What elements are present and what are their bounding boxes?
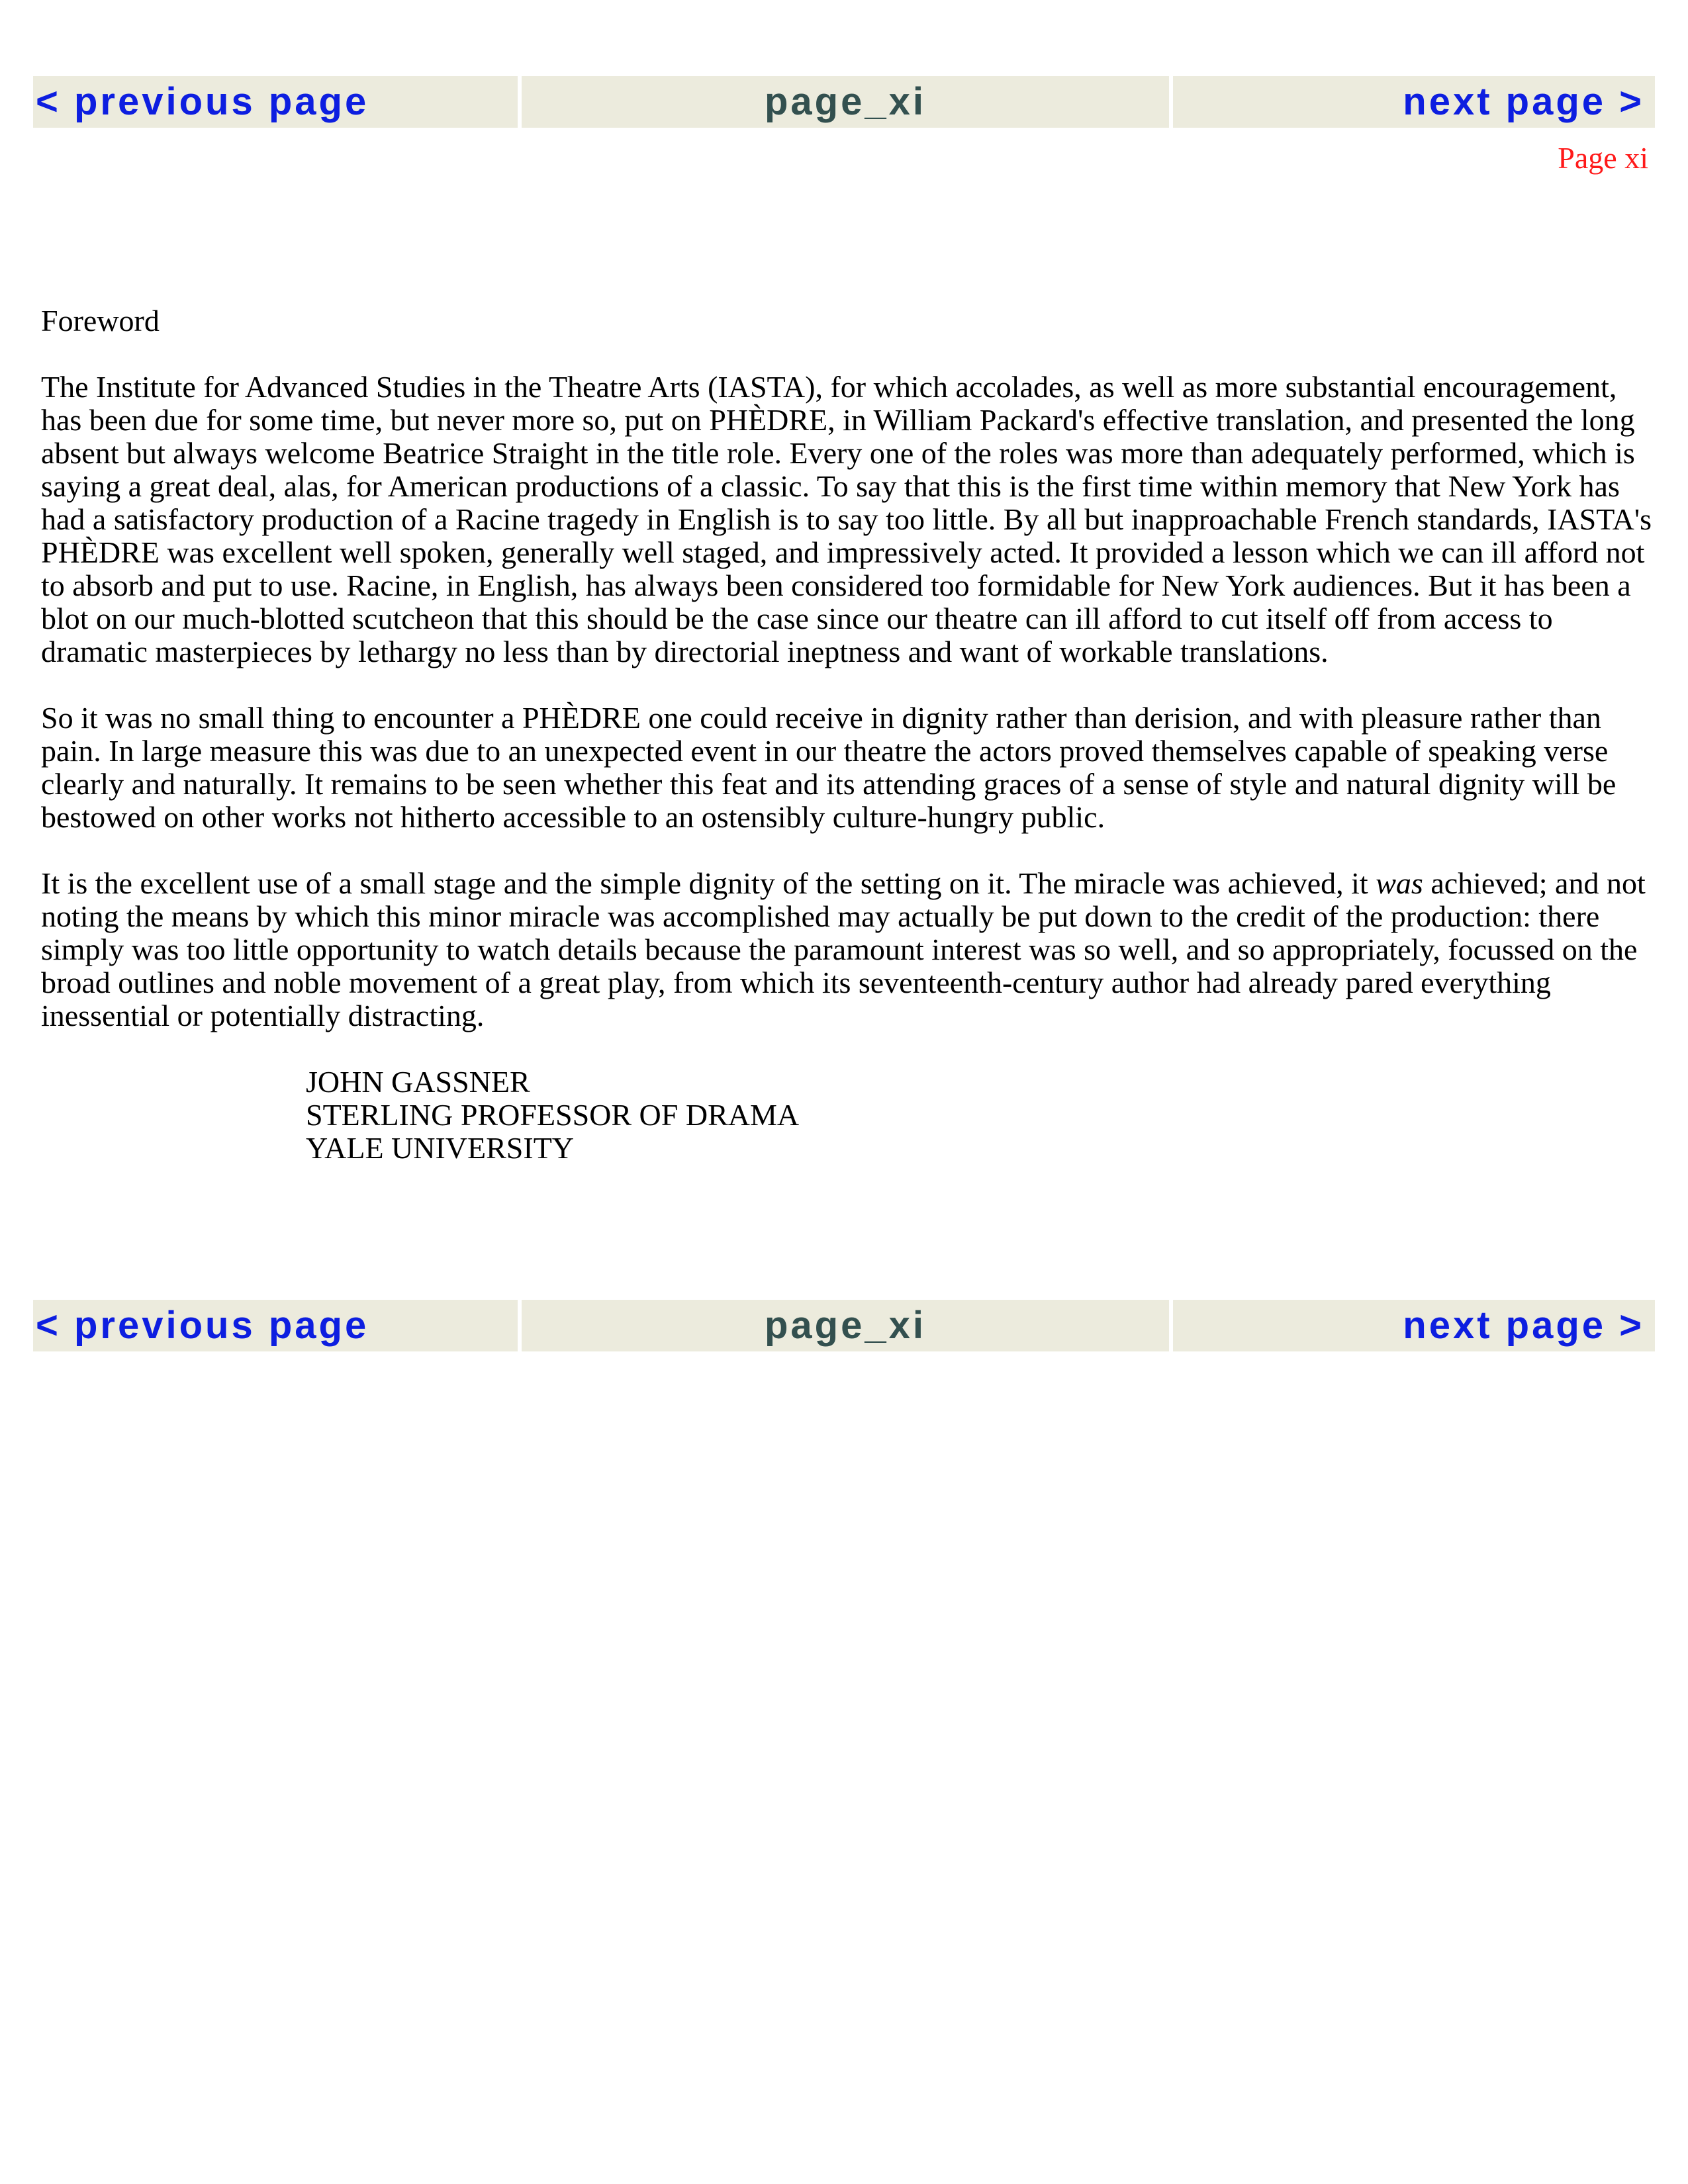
foreword-paragraph-2: So it was no small thing to encounter a PHÈDRE one could receive in dignity rather than derision, and with pleasure rather than pain. In large measure this was due to an unexpected event in our theatre the actors proved themselves capable of speaking verse clearly and naturally. It remains to be seen whether this feat and its attending graces of a sense of style and natural dignity will be bestowed on other works not hitherto accessible to an ostensibly culture-hungry public.: [41, 701, 1617, 834]
foreword-content: [41, 304, 1656, 1165]
paragraph-3-text-before: It is the excellent use of a small stage and the simple dignity of the setting on it. The miracle was achieved, it: [41, 866, 1376, 900]
signature-name: JOHN GASSNER: [306, 1065, 530, 1099]
next-page-link[interactable]: next page >: [1173, 1300, 1655, 1351]
previous-page-link[interactable]: < previous page: [33, 76, 518, 128]
page-number-marker: Page xi: [1558, 141, 1648, 175]
signature-block: [306, 1066, 1656, 1165]
page-id-label: page_xi: [522, 76, 1169, 128]
foreword-heading: Foreword: [41, 304, 160, 338]
signature-institution: YALE UNIVERSITY: [306, 1131, 575, 1165]
signature-title: STERLING PROFESSOR OF DRAMA: [306, 1098, 800, 1132]
page-id-label: page_xi: [522, 1300, 1169, 1351]
paragraph-3-text-after: achieved; and not noting the means by which this minor miracle was accomplished may actually be put down to the credit of the production: there simply was too little opportunity to watch details because the paramount interest was so well, and so appropriately, focussed on the broad outlines and noble movement of a great play, from which its seventeenth-century author had already pared everything inessential or potentially distracting.: [41, 866, 1646, 1032]
bottom-navigation-bar: [33, 1300, 1655, 1351]
top-navigation-bar: [33, 76, 1655, 128]
next-page-link[interactable]: next page >: [1173, 76, 1655, 128]
foreword-paragraph-3: [41, 867, 1656, 1032]
foreword-paragraph-1: The Institute for Advanced Studies in the Theatre Arts (IASTA), for which accolades, as well as more substantial encouragement, has been due for some time, but never more so, put on PHÈDRE, in William Packard's effective translation, and presented the long absent but always welcome Beatrice Straight in the title role. Every one of the roles was more than adequately performed, which is saying a great deal, alas, for American productions of a classic. To say that this is the first time within memory that New York has had a satisfactory production of a Racine tragedy in English is to say too little. By all but inapproachable French standards, IASTA's PHÈDRE was excellent well spoken, generally well staged, and impressively acted. It provided a lesson which we can ill afford not to absorb and put to use. Racine, in English, has always been considered too formidable for New York audiences. But it has been a blot on our much-blotted scutcheon that this should be the case since our theatre can ill afford to cut itself off from access to dramatic masterpieces by lethargy no less than by directorial ineptness and want of workable translations.: [41, 370, 1652, 668]
previous-page-link[interactable]: < previous page: [33, 1300, 518, 1351]
paragraph-3-emphasis: was: [1376, 866, 1423, 900]
